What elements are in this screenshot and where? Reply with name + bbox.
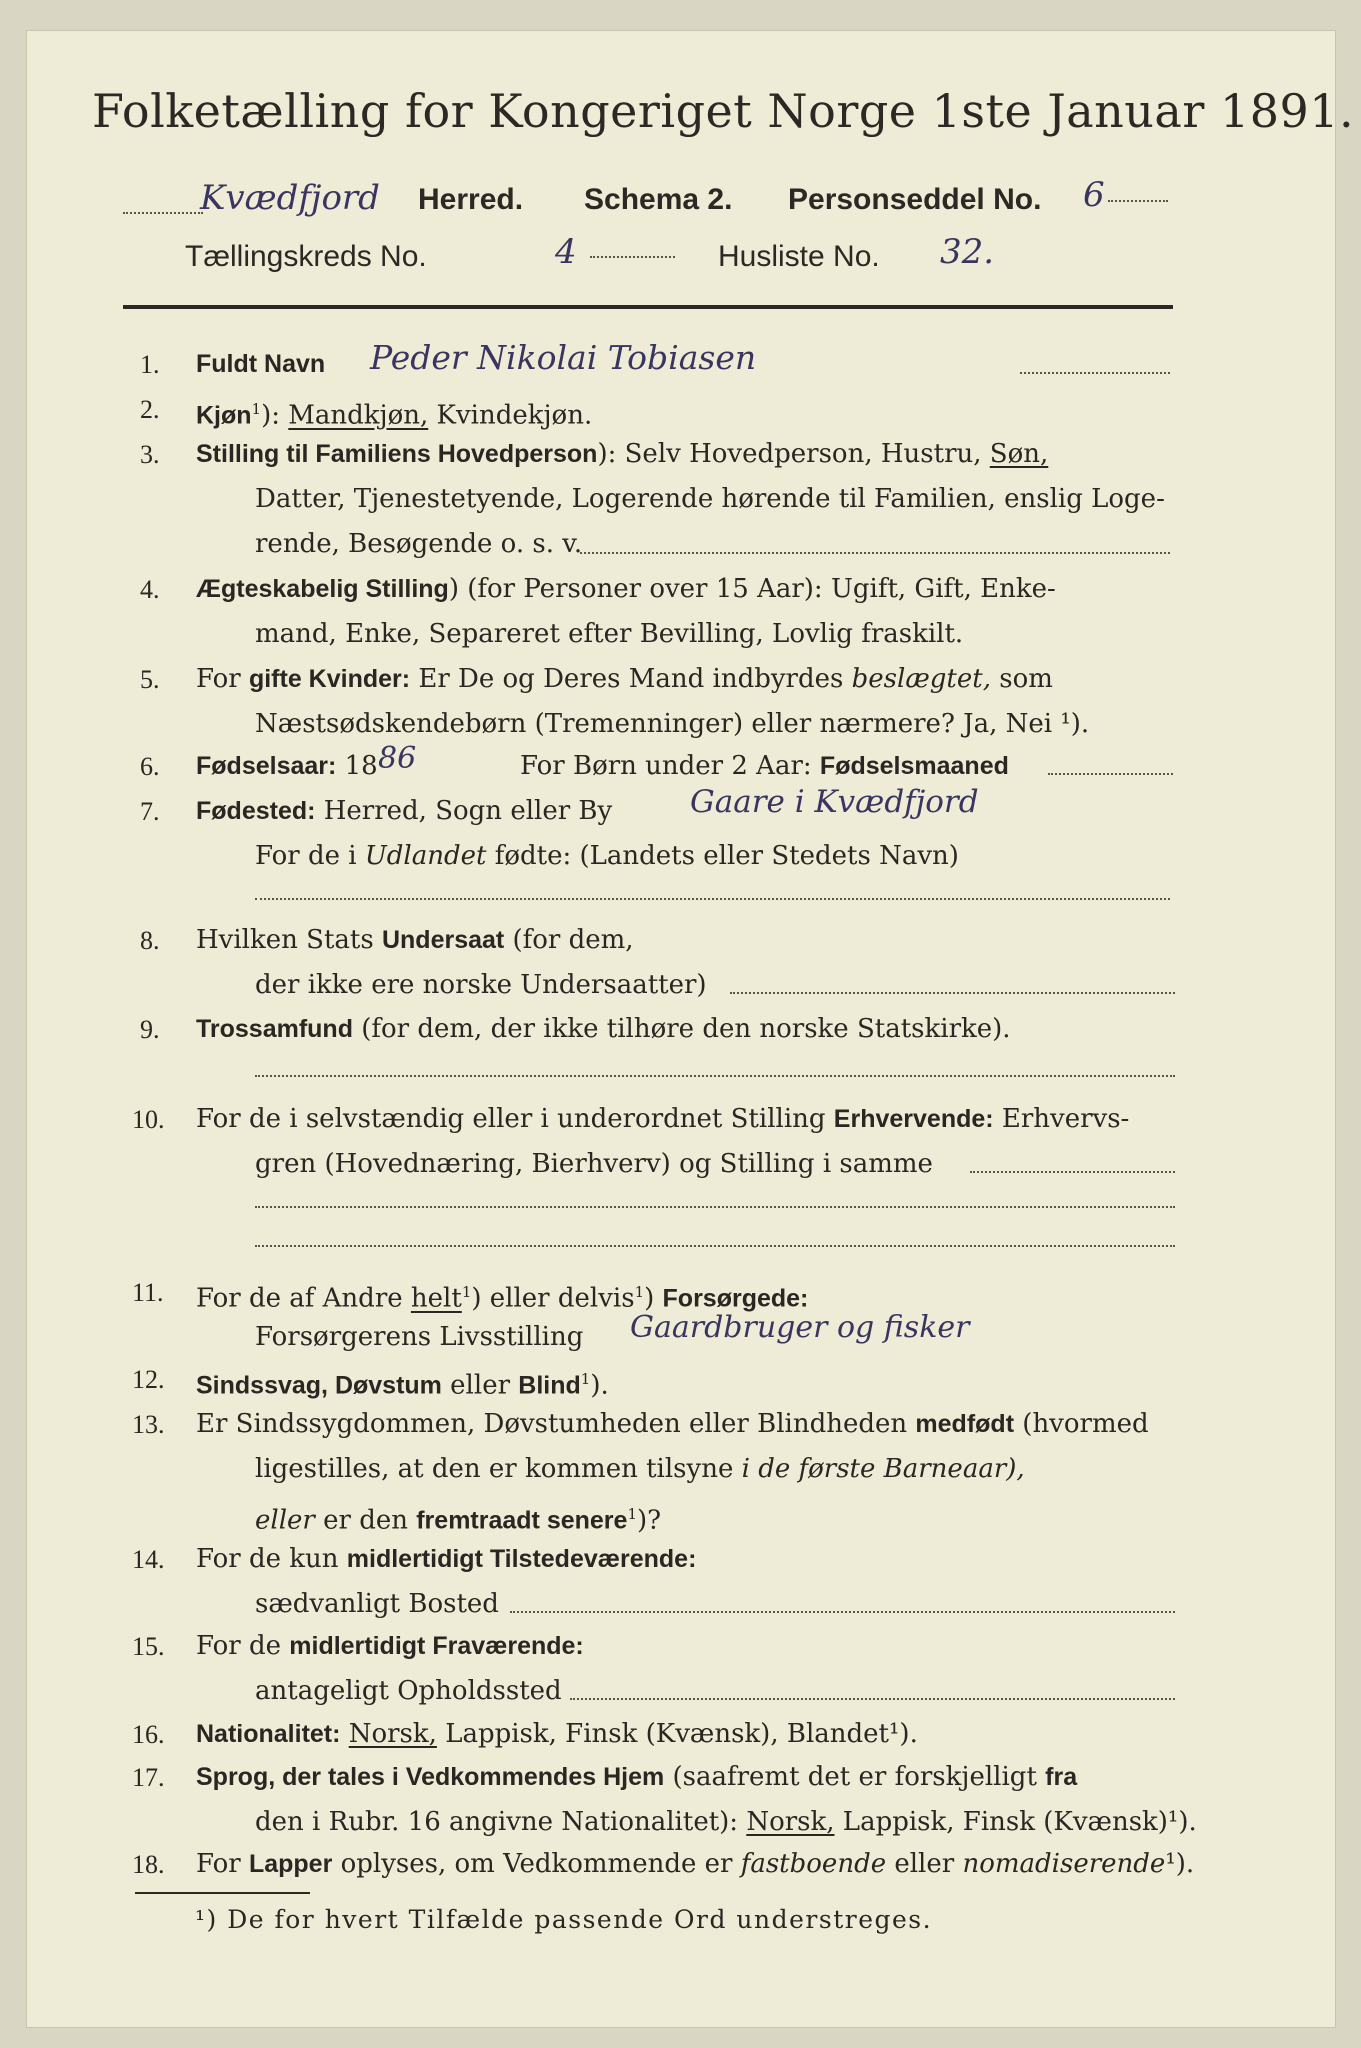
q15-prefix: For de [196, 1631, 281, 1661]
q9-number: 9. [140, 1015, 160, 1044]
q7-line2b: fødte: (Landets eller Stedets Navn) [494, 841, 959, 871]
nationality-norsk-option: Norsk, [348, 1719, 437, 1749]
herred-dots [123, 197, 203, 214]
q6-mid: For Børn under 2 Aar: [520, 751, 812, 781]
q10-number: 10. [132, 1105, 165, 1134]
q3-number: 3. [140, 440, 160, 469]
q13-line1: Er Sindssygdommen, Døvstumheden eller Blindheden [196, 1409, 908, 1439]
q7-line1: Herred, Sogn eller By [323, 796, 613, 826]
q11-mid: ) eller delvis [471, 1283, 635, 1314]
q13-end: (hvormed [1022, 1409, 1149, 1439]
birthplace-value: Gaare i Kvædfjord [690, 784, 979, 820]
q2-number: 2. [140, 395, 160, 424]
q1-dots [1020, 372, 1170, 374]
q16-number: 16. [132, 1720, 165, 1749]
q1-label: Fuldt Navn [196, 350, 326, 378]
q10-dots3 [255, 1245, 1175, 1247]
q8-line1: (for dem, [512, 925, 634, 955]
husliste-label: Husliste No. [718, 240, 880, 273]
q12-number: 12. [132, 1365, 165, 1394]
q12-mid: eller [450, 1370, 511, 1401]
sex-female-option: Kvindekjøn. [436, 400, 593, 431]
q6-number: 6. [140, 752, 160, 781]
q13-line3: er den [323, 1505, 408, 1536]
q2-label: Kjøn [196, 401, 252, 430]
q13-label: medfødt [915, 1410, 1015, 1438]
q3-dots [580, 552, 1170, 554]
q16-line1: Lappisk, Finsk (Kvænsk), Blandet¹). [445, 1719, 918, 1749]
q1-number: 1. [140, 350, 160, 379]
q6-dots [1048, 773, 1173, 775]
q15-dots [570, 1698, 1175, 1700]
q10-dots1 [970, 1171, 1175, 1173]
q18-number: 18. [132, 1850, 165, 1879]
q11-line1: For de af Andre [196, 1283, 403, 1314]
q7-italic: Udlandet [364, 841, 487, 871]
q5-number: 5. [140, 665, 160, 694]
q5-label: gifte Kvinder: [248, 665, 411, 693]
q14-prefix: For de kun [196, 1544, 339, 1574]
husliste-value: 32. [940, 232, 995, 272]
q17-number: 17. [132, 1763, 165, 1792]
q10-label: Erhvervende: [833, 1105, 994, 1133]
q5-line2: Næstsødskendebørn (Tremenninger) eller nærmere? Ja, Nei ¹). [255, 709, 1090, 739]
q11-number: 11. [132, 1278, 164, 1307]
q13-line3-end: )? [637, 1505, 662, 1536]
q17-label: Sprog, der tales i Vedkommendes Hjem [196, 1763, 665, 1791]
q14-label: midlertidigt Tilstedeværende: [346, 1545, 697, 1573]
q18-label: Lapper [248, 1850, 333, 1878]
q12-label: Sindssvag, Døvstum [196, 1371, 442, 1400]
q6-label: Fødselsaar: [196, 752, 337, 780]
q7-line2a: For de i [255, 841, 357, 871]
q18-italic2: nomadiserende [962, 1849, 1166, 1879]
q4-line1: ) (for Personer over 15 Aar): Ugift, Gift, Enke- [448, 574, 1056, 604]
q10-line2: gren (Hovednæring, Bierhverv) og Stilling i samme [255, 1149, 933, 1179]
kreds-value: 4 [555, 232, 577, 272]
q10-line1: For de i selvstændig eller i underordnet Stilling [196, 1104, 826, 1134]
q13-label2: fremtraadt senere [416, 1506, 628, 1535]
q18-end: ¹). [1165, 1849, 1195, 1879]
q4-label: Ægteskabelig Stilling [196, 575, 449, 603]
q17-line2a: den i Rubr. 16 angivne Nationalitet): [255, 1807, 739, 1837]
q8-prefix: Hvilken Stats [196, 925, 374, 955]
q7-dots [255, 898, 1170, 900]
q14-line2: sædvanligt Bosted [255, 1589, 499, 1619]
footnote-rule [135, 1892, 310, 1894]
q15-line2: antageligt Opholdssted [255, 1676, 562, 1706]
personseddel-dots [1108, 200, 1168, 202]
q3-line1: ): Selv Hovedperson, Hustru, [597, 439, 982, 469]
q13-line2: ligestilles, at den er kommen tilsyne [255, 1454, 734, 1484]
q18-italic1: fastboende [740, 1849, 887, 1879]
q6-prefix: 18 [344, 751, 378, 781]
full-name-value: Peder Nikolai Tobiasen [370, 338, 757, 377]
personseddel-value: 6 [1083, 175, 1105, 215]
q6-label2: Fødselsmaaned [819, 752, 1009, 780]
q8-label: Undersaat [381, 926, 505, 954]
q2-sup: 1 [251, 400, 262, 418]
q11-label: Forsørgede: [662, 1284, 809, 1313]
q4-number: 4. [140, 575, 160, 604]
q7-label: Fødested: [196, 797, 316, 825]
q11-line2: Forsørgerens Livsstilling [255, 1322, 584, 1352]
q3-label: Stilling til Familiens Hovedperson [196, 440, 598, 468]
q3-son-option: Søn, [989, 439, 1049, 469]
q17-line2b: Lappisk, Finsk (Kvænsk)¹). [842, 1807, 1197, 1837]
q18-mid: eller [894, 1849, 955, 1879]
q17-line1: (saafremt det er forskjelligt [672, 1762, 1037, 1792]
q9-dots [255, 1075, 1175, 1077]
q15-number: 15. [132, 1632, 165, 1661]
birth-year-value: 86 [378, 741, 417, 776]
q11-helt-option: helt [410, 1283, 462, 1314]
personseddel-label: Personseddel No. [788, 183, 1042, 216]
q9-label: Trossamfund [196, 1015, 353, 1043]
q13-italic: i de første Barneaar), [741, 1454, 1025, 1484]
q13-number: 13. [132, 1410, 165, 1439]
q18-line1: oplyses, om Vedkommende er [340, 1849, 733, 1879]
q14-number: 14. [132, 1545, 165, 1574]
q5-end: som [999, 664, 1053, 694]
form-title: Folketælling for Kongeriget Norge 1ste Januar 1891. [92, 84, 1355, 138]
q17-fra: fra [1045, 1763, 1078, 1791]
q10-dots2 [255, 1206, 1175, 1208]
q8-line2: der ikke ere norske Undersaatter) [255, 970, 707, 1000]
sex-male-option: Mandkjøn, [288, 400, 429, 431]
q8-dots [730, 992, 1175, 994]
kreds-label: Tællingskreds No. [185, 240, 427, 273]
provider-occupation-value: Gaardbruger og fisker [630, 1310, 970, 1345]
q8-number: 8. [140, 926, 160, 955]
language-norsk-option: Norsk, [746, 1807, 835, 1837]
schema-label: Schema 2. [584, 183, 733, 216]
q16-label: Nationalitet: [196, 1720, 341, 1748]
q14-dots [510, 1611, 1175, 1613]
q12-end: ). [590, 1370, 609, 1401]
q9-line1: (for dem, der ikke tilhøre den norske Statskirke). [361, 1014, 1011, 1044]
q13-eller: eller [255, 1505, 315, 1536]
q3-line3: rende, Besøgende o. s. v. [255, 529, 583, 559]
q18-prefix: For [196, 1849, 241, 1879]
header-rule [123, 305, 1173, 309]
q12-label2: Blind [518, 1371, 581, 1400]
q2-tail: ): [261, 400, 280, 431]
q5-line1: Er De og Deres Mand indbyrdes [418, 664, 844, 694]
q7-number: 7. [140, 797, 160, 826]
q3-line2: Datter, Tjenestetyende, Logerende hørende til Familien, enslig Loge- [255, 484, 1165, 514]
q15-label: midlertidigt Fraværende: [289, 1632, 584, 1660]
q4-line2: mand, Enke, Separeret efter Bevilling, Lovlig fraskilt. [255, 619, 964, 649]
q5-prefix: For [196, 664, 241, 694]
footnote: ¹) De for hvert Tilfælde passende Ord understreges. [195, 1905, 933, 1934]
herred-label: Herred. [418, 183, 524, 216]
q5-italic: beslægtet, [851, 664, 991, 694]
kreds-dots [590, 256, 675, 258]
q10-end: Erhvervs- [1001, 1104, 1130, 1134]
herred-value: Kvædfjord [200, 178, 380, 218]
